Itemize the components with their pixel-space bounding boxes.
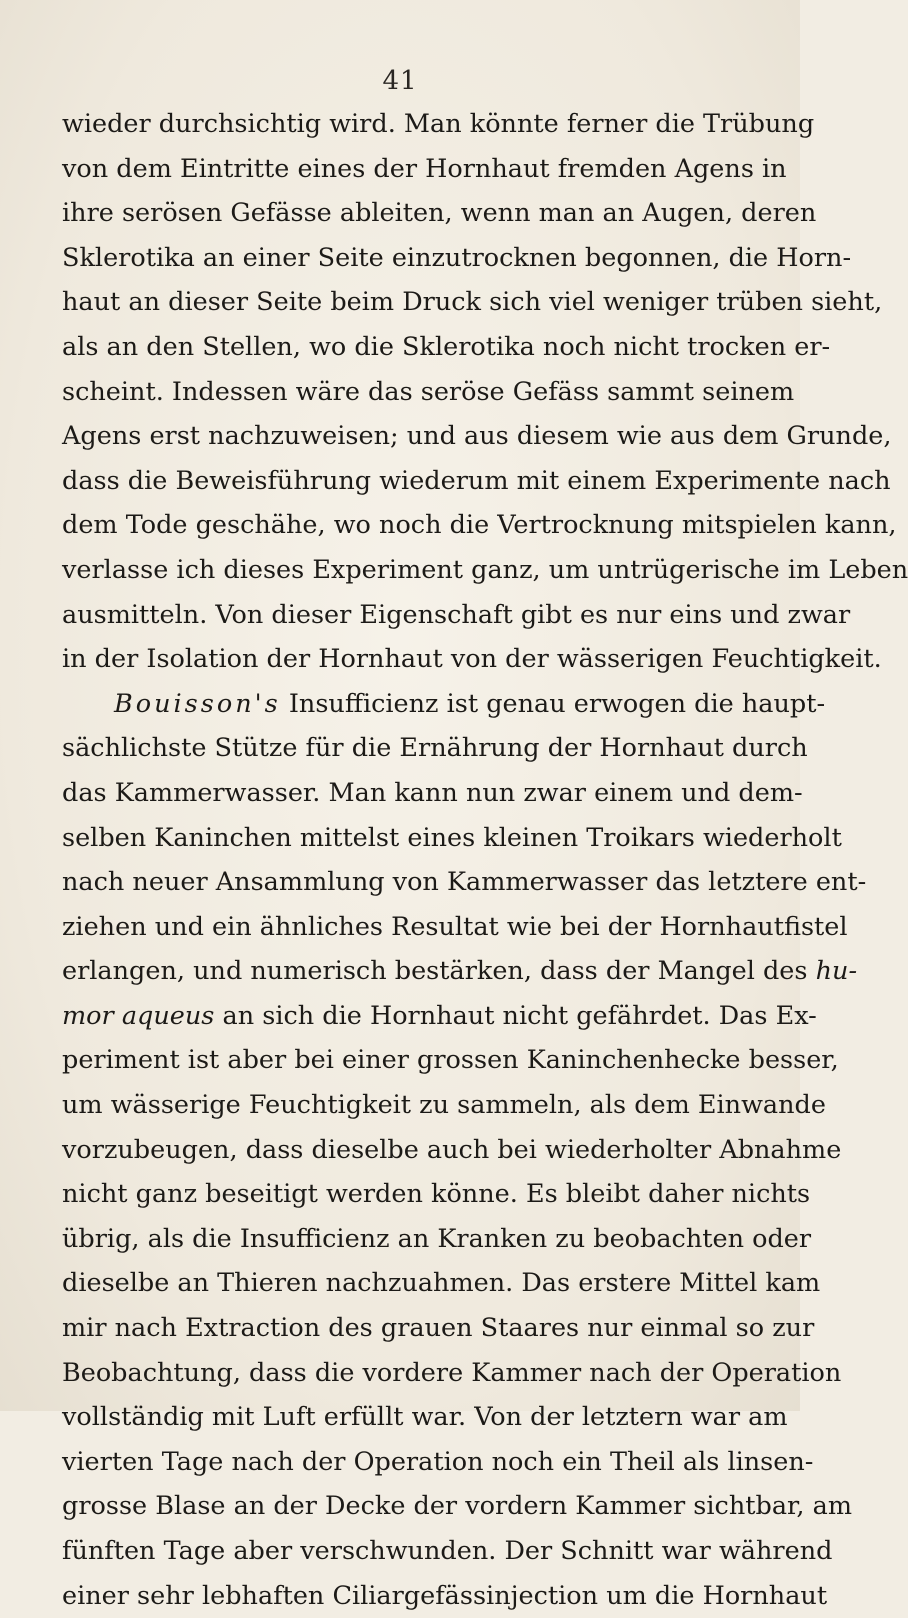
text-line: um wässerige Feuchtigkeit zu sammeln, als dem Einwande <box>62 1090 826 1121</box>
text-line: ausmitteln. Von dieser Eigenschaft gibt es nur eins und zwar <box>62 599 851 630</box>
text-line: einer sehr lebhaften Ciliargefässinjection um die Hornhaut <box>62 1580 828 1611</box>
text-line: von dem Eintritte eines der Hornhaut fremden Agens in <box>62 153 787 184</box>
text-line: in der Isolation der Hornhaut von der wässerigen Feuchtigkeit. <box>62 644 882 675</box>
text-fragment: erlangen, und numerisch bestärken, dass der Mangel des <box>62 956 816 987</box>
text-line: vorzubeugen, dass dieselbe auch bei wiederholter Abnahme <box>62 1134 842 1165</box>
text-fragment: an sich die Hornhaut nicht gefährdet. Das Ex- <box>214 1000 817 1031</box>
text-line: übrig, als die Insufficienz an Kranken zu beobachten oder <box>62 1223 812 1254</box>
text-line: selben Kaninchen mittelst eines kleinen Troikars wiederholt <box>62 822 842 853</box>
text-line: verlasse ich dieses Experiment ganz, um untrügerische im Leben <box>62 554 908 585</box>
text-line: als an den Stellen, wo die Sklerotika noch nicht trocken er- <box>62 331 831 362</box>
body-text <box>62 102 908 1618</box>
text-line: nicht ganz beseitigt werden könne. Es bleibt daher nichts <box>62 1179 811 1210</box>
text-line: mir nach Extraction des grauen Staares nur einmal so zur <box>62 1313 815 1344</box>
text-line: wieder durchsichtig wird. Man könnte ferner die Trübung <box>62 109 815 139</box>
text-line: dieselbe an Thieren nachzuahmen. Das erstere Mittel kam <box>62 1268 821 1299</box>
text-line: dass die Beweisführung wiederum mit einem Experimente nach <box>62 465 891 496</box>
text-line: dem Tode geschähe, wo noch die Vertrocknung mitspielen kann, <box>62 510 897 541</box>
text-line: fünften Tage aber verschwunden. Der Schnitt war während <box>62 1536 833 1566</box>
text-line: periment ist aber bei einer grossen Kaninchenhecke besser, <box>62 1045 839 1076</box>
paragraph-start-line <box>62 682 826 727</box>
text-line: nach neuer Ansammlung von Kammerwasser das letztere ent- <box>62 867 867 898</box>
text-line: Sklerotika an einer Seite einzutrocknen begonnen, die Horn- <box>62 242 852 273</box>
text-line-with-term <box>62 949 858 994</box>
text-line: scheint. Indessen wäre das seröse Gefäss sammt seinem <box>62 376 795 407</box>
text-line: ihre serösen Gefässe ableiten, wenn man an Augen, deren <box>62 198 817 229</box>
text-line: das Kammerwasser. Man kann nun zwar einem und dem- <box>62 777 803 808</box>
text-line: vollständig mit Luft erfüllt war. Von der letztern war am <box>62 1402 788 1433</box>
text-line: vierten Tage nach der Operation noch ein Theil als linsen- <box>62 1446 814 1477</box>
text-line: Agens erst nachzuweisen; und aus diesem wie aus dem Grunde, <box>62 421 892 452</box>
text-line: haut an dieser Seite beim Druck sich viel weniger trüben sieht, <box>62 287 883 318</box>
text-fragment: Insufficienz ist genau erwogen die haupt- <box>280 688 826 719</box>
page-number: 41 <box>382 66 418 96</box>
latin-term: mor aqueus <box>62 1000 215 1031</box>
text-line: Beobachtung, dass die vordere Kammer nach der Operation <box>62 1357 842 1388</box>
text-line: sächlichste Stütze für die Ernährung der Hornhaut durch <box>62 733 808 764</box>
latin-term: hu- <box>815 956 858 987</box>
text-line-with-term <box>62 994 817 1039</box>
author-name: Bouisson's <box>114 688 281 719</box>
text-line: ziehen und ein ähnliches Resultat wie bei der Hornhautfistel <box>62 911 848 942</box>
text-line: grosse Blase an der Decke der vordern Kammer sichtbar, am <box>62 1491 853 1522</box>
